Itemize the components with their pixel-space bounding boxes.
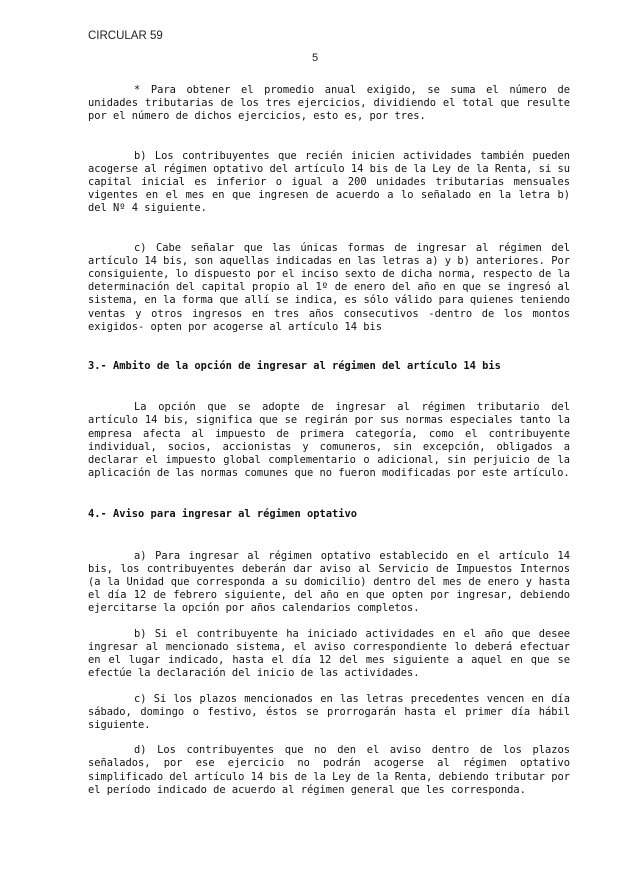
section-4-paragraph-a: a) Para ingresar al régimen optativo establecido en el artículo 14 bis, los contribuyentes deberán dar aviso al Servicio de Impuestos Internos (a la Unidad que corresponda a su domicilio) dentro del mes de enero y hasta el día 12 de febrero siguiente, del año en que opten por ingresar, debiendo ejercitarse la opción por años calendarios completos. — [88, 549, 570, 615]
section-4-title: 4.- Aviso para ingresar al régimen optativo — [88, 508, 357, 521]
document-body — [88, 84, 570, 797]
section-3-body: La opción que se adopte de ingresar al régimen tributario del artículo 14 bis, significa que se regirán por sus normas especiales tanto la empresa afecta al impuesto de primera categoría, como el contribuyente individual, socios, accionistas y comuneros, sin excepción, obligados a declarar el impuesto global complementario o adicional, sin perjuicio de la aplicación de las normas comunes que no fueron modificadas por este artículo. — [88, 401, 570, 480]
section-4-paragraph-b: b) Si el contribuyente ha iniciado actividades en el año que desee ingresar al mencionado sistema, el aviso correspondiente lo deberá efectuar en el lugar indicado, hasta el día 12 del mes siguiente a aquel en que se efectúe la declaración del inicio de las actividades. — [88, 627, 570, 680]
paragraph-average-note: * Para obtener el promedio anual exigido, se suma el número de unidades tributarias de los tres ejercicios, dividiendo el total que resulte por el número de dichos ejercicios, esto es, por tres. — [88, 84, 570, 123]
section-4-paragraph-d: d) Los contribuyentes que no den el aviso dentro de los plazos señalados, por ese ejercicio no podrán acogerse al régimen optativo simplificado del artículo 14 bis de la Ley de la Renta, debiendo tributar por el período indicado de acuerdo al régimen general que les corresponda. — [88, 744, 570, 796]
section-4-paragraph-c: c) Si los plazos mencionados en las letras precedentes vencen en día sábado, domingo o festivo, éstos se prorrogarán hasta el primer día hábil siguiente. — [88, 692, 570, 731]
section-3-title: 3.- Ambito de la opción de ingresar al régimen del artículo 14 bis — [88, 360, 501, 373]
paragraph-b-new-activities: b) Los contribuyentes que recién inicien actividades también pueden acogerse al régimen optativo del artículo 14 bis de la Ley de la Renta, si su capital inicial es inferior o igual a 200 unidades tributarias mensuales vigentes en el mes en que ingresen de acuerdo a lo señalado en la letra b) del Nº 4 siguiente. — [88, 149, 570, 215]
circular-label: CIRCULAR 59 — [88, 30, 163, 42]
page-number: 5 — [311, 52, 319, 64]
paragraph-c-entry-forms: c) Cabe señalar que las únicas formas de ingresar al régimen del artículo 14 bis, son aquellas indicadas en las letras a) y b) anteriores. Por consiguiente, lo dispuesto por el inciso sexto de dicha norma, respecto de la determinación del capital propio al 1º de enero del año en que se ingresó al sistema, en la forma que allí se indica, es sólo válido para quienes teniendo ventas y otros ingresos en tres años consecutivos -dentro de los montos exigidos- opten por acogerse al artículo 14 bis — [88, 241, 570, 333]
